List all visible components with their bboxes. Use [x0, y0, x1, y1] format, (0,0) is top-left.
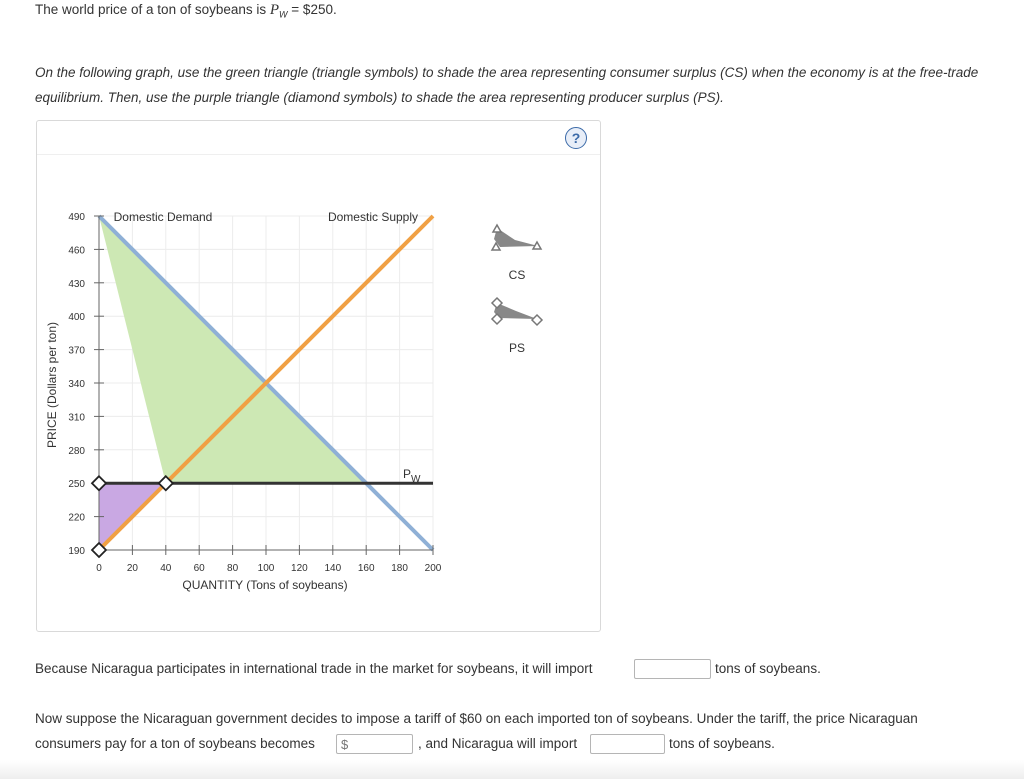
y-tick-label: 250	[68, 479, 85, 491]
ps-tool[interactable]	[492, 298, 542, 355]
x-tick-label: 60	[193, 563, 205, 574]
question2-middle: , and Nicaragua will import	[418, 736, 578, 751]
x-tick-label: 180	[391, 563, 408, 574]
bottom-bar	[0, 760, 1024, 779]
y-tick-label: 400	[68, 312, 85, 324]
y-tick-label: 370	[68, 345, 85, 357]
supply-label: Domestic Supply	[327, 210, 419, 224]
ps-tool-label: PS	[508, 341, 526, 355]
y-axis-label: PRICE (Dollars per ton)	[45, 321, 59, 449]
y-tick-label: 190	[68, 546, 85, 557]
tariff-price-input[interactable]	[336, 734, 413, 754]
x-axis-label: QUANTITY (Tons of soybeans)	[182, 578, 348, 592]
cs-tool[interactable]	[492, 225, 541, 282]
x-tick-label: 40	[160, 563, 172, 574]
cs-triangle-icon-3[interactable]	[533, 242, 541, 249]
x-tick-label: 80	[227, 563, 239, 574]
x-tick-label: 0	[96, 563, 102, 574]
import-quantity-input[interactable]	[634, 659, 711, 679]
y-tick-label: 490	[68, 212, 85, 223]
y-tick-label: 280	[68, 445, 85, 457]
question2-suffix: tons of soybeans.	[669, 736, 775, 751]
x-tick-label: 100	[257, 563, 275, 574]
x-tick-label: 160	[357, 563, 375, 574]
intro-prefix: The world price of a ton of soybeans is	[35, 2, 270, 17]
x-tick-label: 200	[424, 563, 442, 574]
y-tick-label: 340	[68, 379, 85, 390]
x-tick-label: 140	[324, 563, 342, 574]
tariff-import-input[interactable]	[590, 734, 665, 754]
question2-line1: Now suppose the Nicaraguan government decides to impose a tariff of $60 on each imported ton of soybeans. Under the tariff, the price Nicaraguan	[35, 711, 918, 726]
pw-label-sub: W	[411, 474, 421, 485]
y-tick-label: 460	[68, 245, 85, 257]
y-tick-label: 310	[68, 412, 85, 424]
demand-label: Domestic Demand	[113, 210, 213, 224]
cs-tool-label: CS	[508, 268, 526, 282]
ps-diamond-icon-3[interactable]	[532, 315, 542, 325]
pw-label-main: P	[403, 467, 412, 481]
instructions: On the following graph, use the green triangle (triangle symbols) to shade the area representing consumer surplus (CS) when the economy is at the free-trade equilibrium. Then, use the purple triangle (diamond symbols) to shade the area representing producer surplus (PS).	[35, 65, 979, 105]
x-tick-label: 120	[291, 563, 308, 574]
question1-suffix: tons of soybeans.	[715, 661, 821, 676]
y-tick-label: 430	[68, 278, 85, 290]
pw-subscript: W	[279, 9, 288, 20]
question1-text: Because Nicaragua participates in international trade in the market for soybeans, it will import	[35, 661, 593, 676]
pw-symbol: P	[269, 2, 280, 18]
cs-triangle-icon-1[interactable]	[493, 225, 501, 232]
question2-line2: consumers pay for a ton of soybeans becomes	[35, 736, 315, 751]
intro-equals: = $250.	[287, 2, 337, 17]
x-tick-label: 20	[126, 563, 138, 574]
y-tick-label: 220	[68, 512, 85, 524]
help-icon[interactable]: ?	[565, 127, 587, 149]
